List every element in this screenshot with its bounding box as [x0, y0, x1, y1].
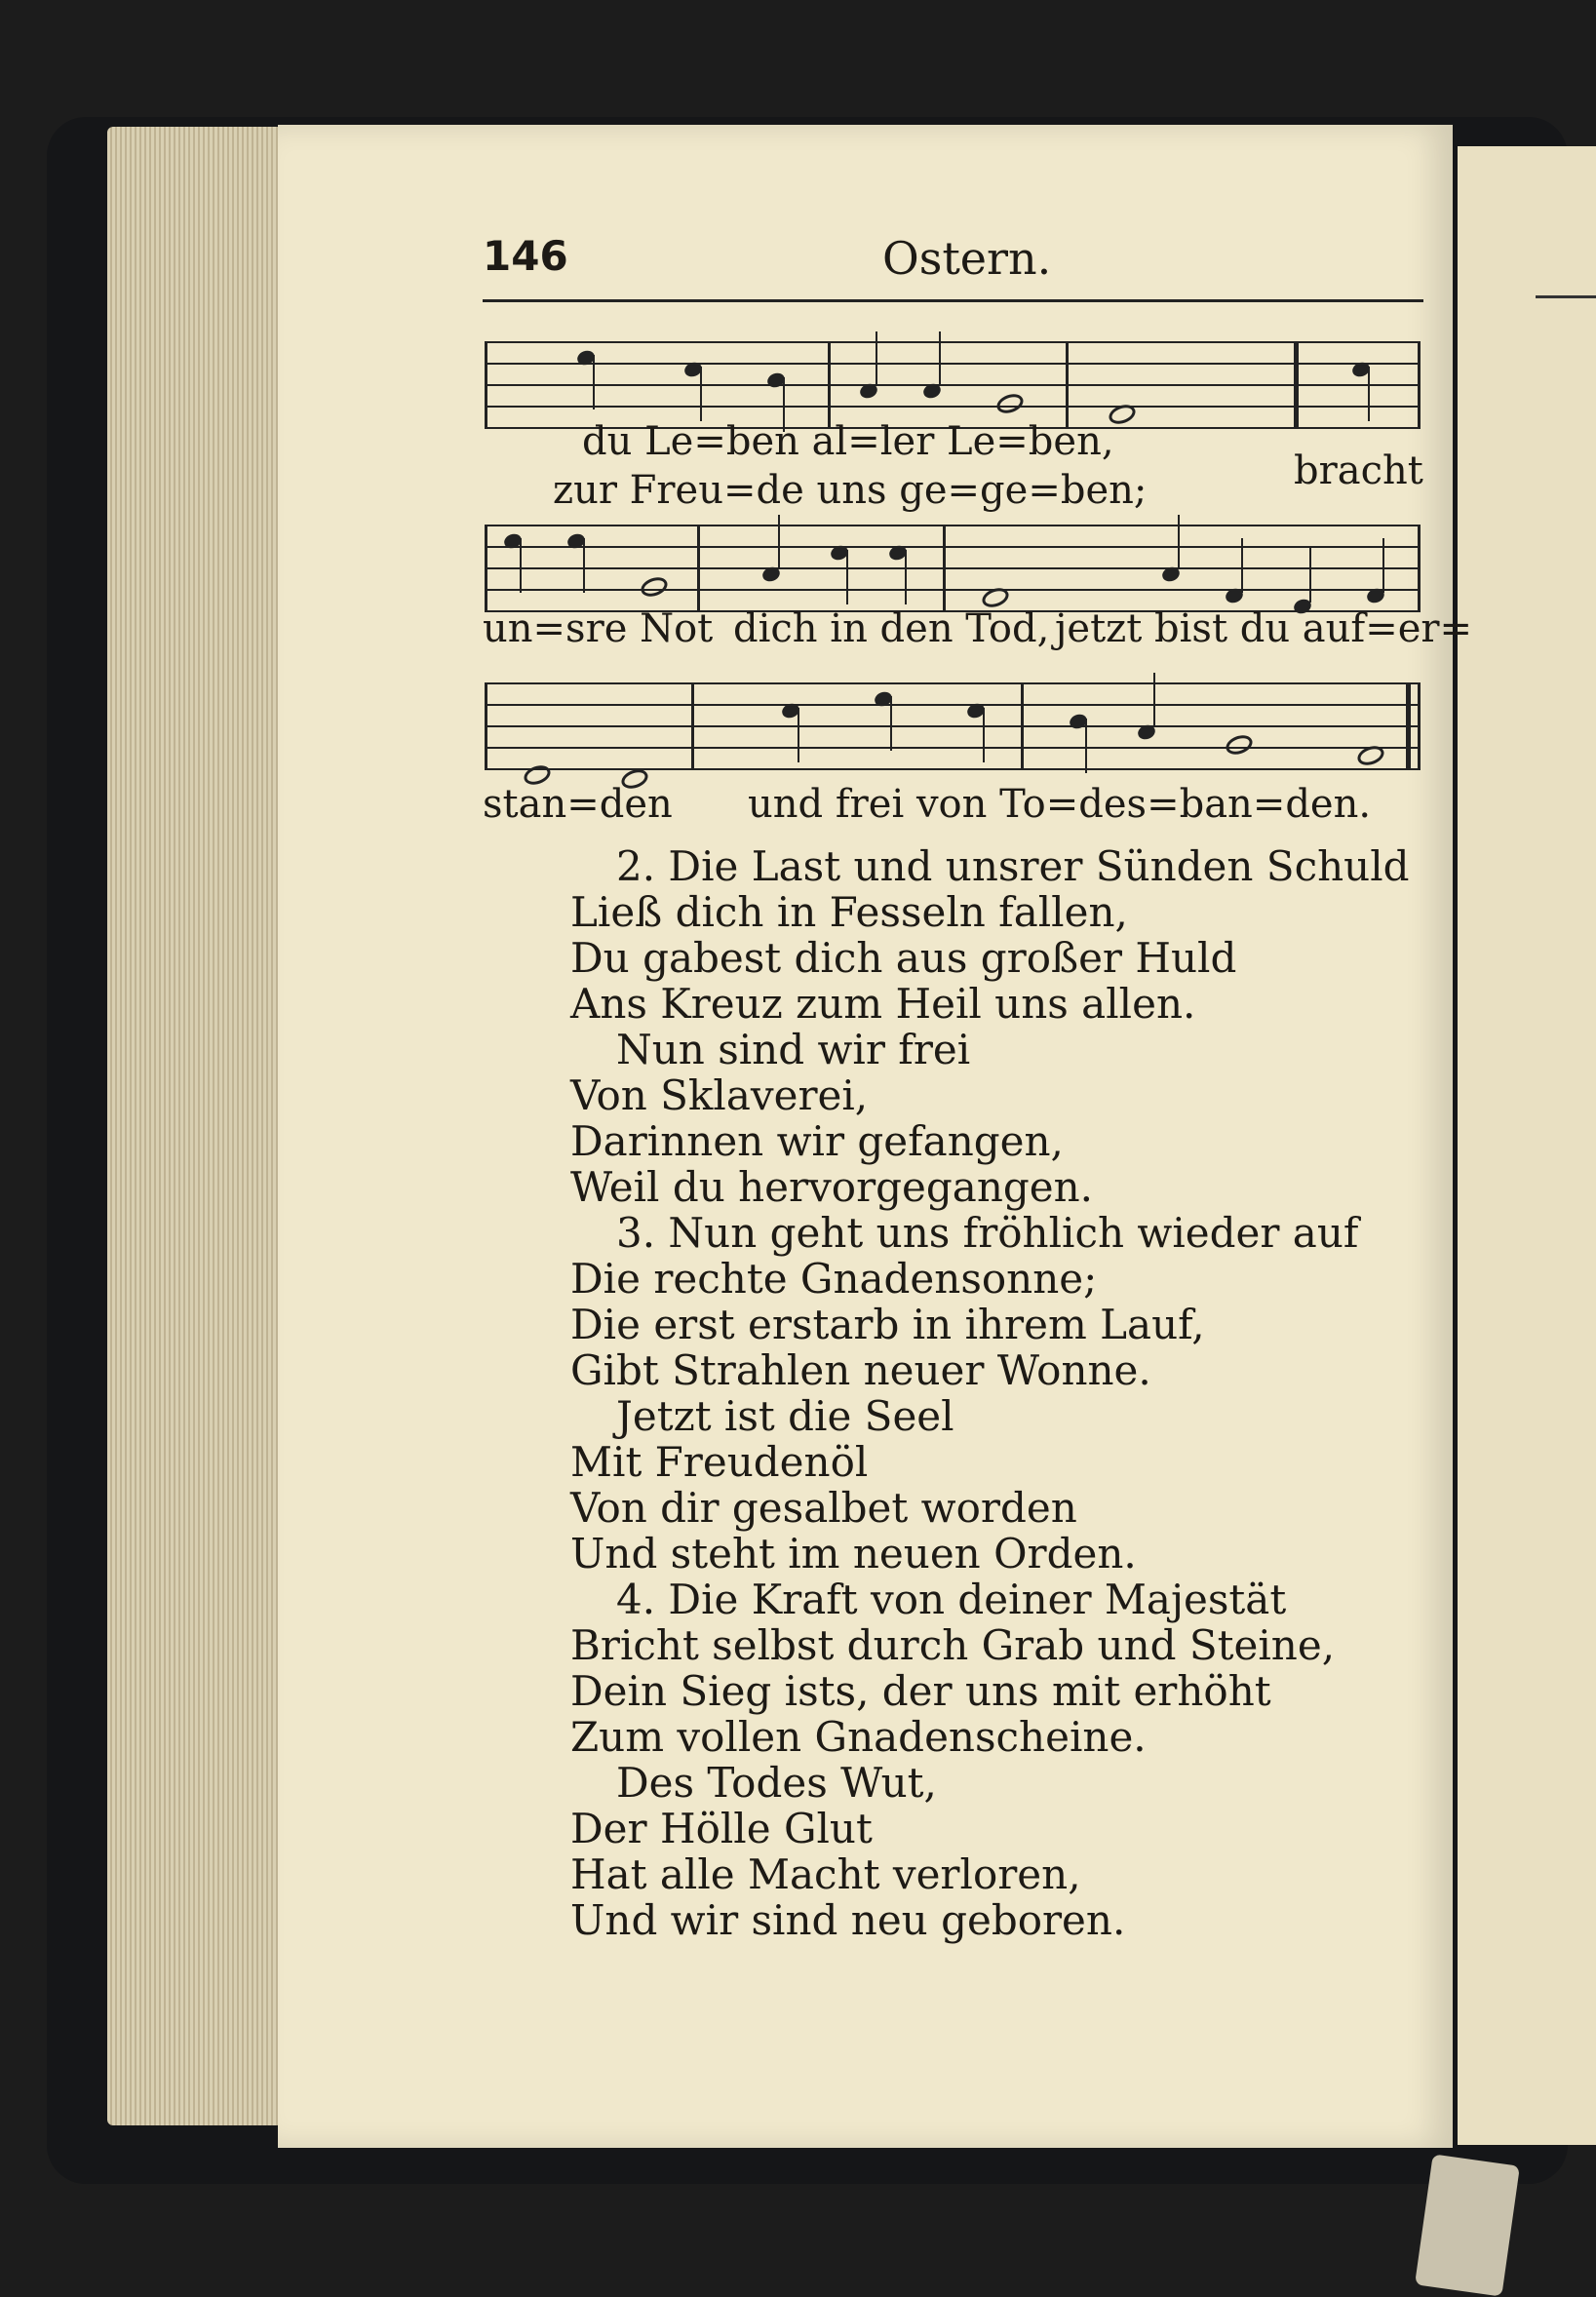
music-staff-1: [485, 341, 1421, 429]
verse-3-line-5: Jetzt ist die Seel: [616, 1392, 954, 1440]
verse-4-line-4: Zum vollen Gnadenscheine.: [570, 1713, 1147, 1761]
page-edges: [107, 127, 283, 2125]
lyric-line-8: und frei von To=des=ban=den.: [748, 782, 1372, 827]
verse-4-line-2: Bricht selbst durch Grab und Steine,: [570, 1621, 1336, 1669]
lyric-line-5: dich in den Tod,: [733, 606, 1050, 651]
verse-4-line-6: Der Hölle Glut: [570, 1805, 873, 1852]
bookmark-ribbon: [1415, 2154, 1520, 2296]
page-number: 146: [483, 232, 568, 280]
verse-3-line-7: Von dir gesalbet worden: [570, 1484, 1077, 1532]
page-header: [483, 232, 1423, 291]
lyric-line-3: bracht: [1294, 448, 1423, 493]
verse-4-line-7: Hat alle Macht verloren,: [570, 1850, 1081, 1898]
verse-3-line-3: Die erst erstarb in ihrem Lauf,: [570, 1301, 1205, 1348]
verse-2-line-2: Ließ dich in Fesseln fallen,: [570, 888, 1128, 936]
facing-page: [1458, 146, 1596, 2145]
verse-4-line-1: 4. Die Kraft von deiner Majestät: [616, 1576, 1287, 1623]
lyric-line-2: zur Freu=de uns ge=ge=ben;: [553, 468, 1148, 513]
verse-3-line-6: Mit Freudenöl: [570, 1438, 869, 1486]
page-title: Ostern.: [882, 232, 1052, 285]
header-rule: [483, 299, 1423, 302]
verse-2-line-5: Nun sind wir frei: [616, 1026, 971, 1073]
music-staff-3: [485, 682, 1421, 770]
verse-3-line-4: Gibt Strahlen neuer Wonne.: [570, 1346, 1151, 1394]
lyric-line-7: stan=den: [483, 782, 673, 827]
verse-2-line-1: 2. Die Last und unsrer Sünden Schuld: [616, 842, 1410, 890]
facing-page-rule: [1536, 295, 1596, 298]
lyric-line-4: un=sre Not: [483, 606, 714, 651]
verse-2-line-3: Du gabest dich aus großer Huld: [570, 934, 1237, 982]
verse-4-line-3: Dein Sieg ists, der uns mit erhöht: [570, 1667, 1271, 1715]
verse-4-line-8: Und wir sind neu geboren.: [570, 1896, 1126, 1944]
verse-2-line-6: Von Sklaverei,: [570, 1071, 869, 1119]
verse-3-line-1: 3. Nun geht uns fröhlich wieder auf: [616, 1209, 1359, 1257]
lyric-line-1: du Le=ben al=ler Le=ben,: [582, 419, 1114, 464]
verse-4-line-5: Des Todes Wut,: [616, 1759, 937, 1807]
verse-2-line-4: Ans Kreuz zum Heil uns allen.: [570, 980, 1196, 1028]
verse-3-line-8: Und steht im neuen Orden.: [570, 1530, 1137, 1577]
music-staff-2: [485, 525, 1421, 612]
verse-2-line-7: Darinnen wir gefangen,: [570, 1117, 1064, 1165]
lyric-line-6: jetzt bist du auf=er=: [1055, 606, 1473, 651]
verse-2-line-8: Weil du hervorgegangen.: [570, 1163, 1094, 1211]
verse-3-line-2: Die rechte Gnadensonne;: [570, 1255, 1098, 1303]
